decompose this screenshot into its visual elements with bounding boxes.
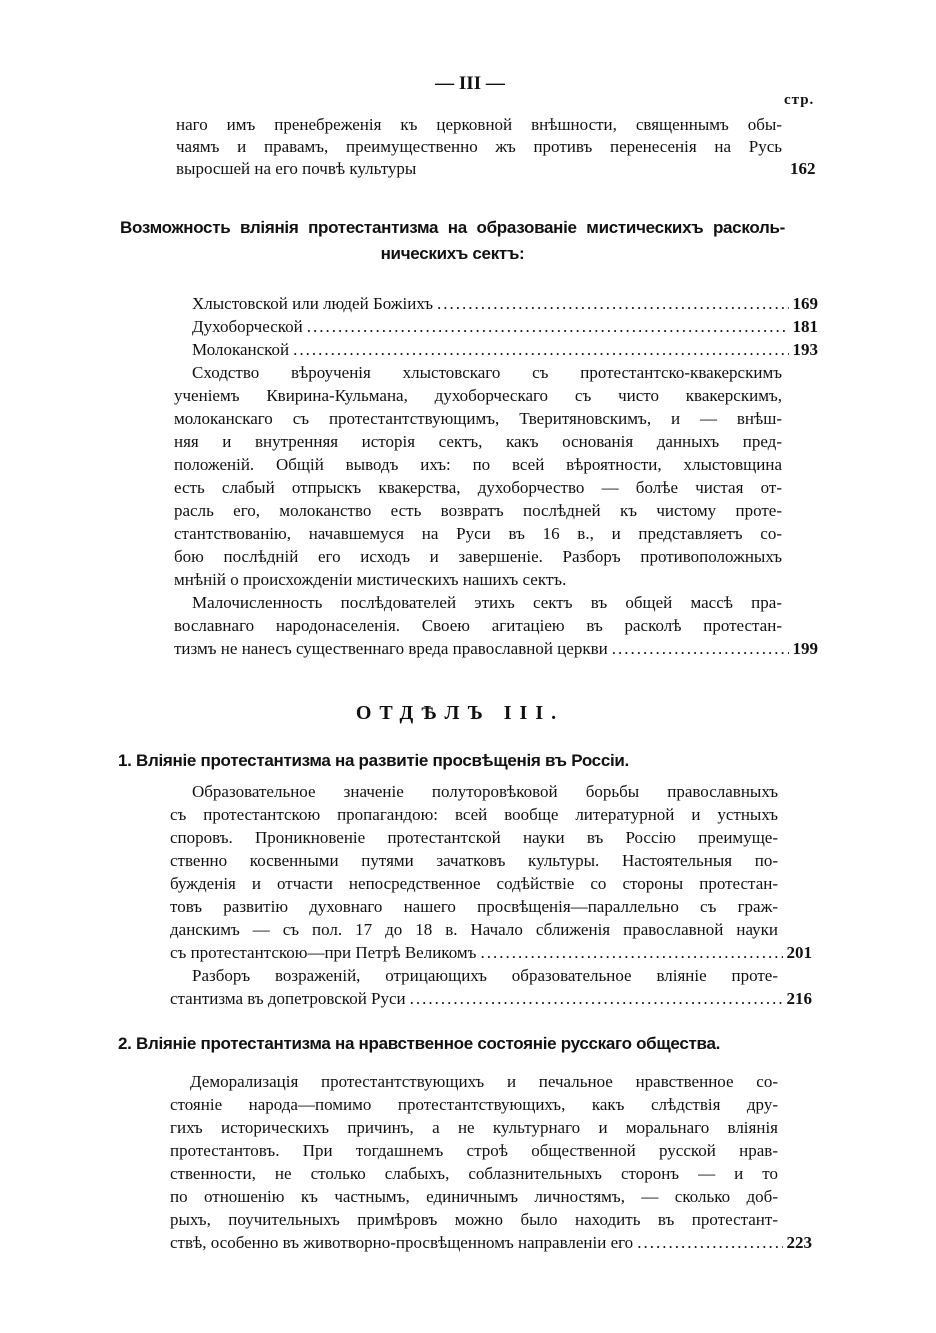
- paragraph-line: есть слабый отпрыскъ квакерства, духоборчество — болѣе чистая от-: [174, 478, 782, 497]
- toc-entry-label: ствѣ, особенно въ животворно-просвѣщенномъ направленіи его: [170, 1233, 634, 1252]
- paragraph-line: няя и внутренняя исторія сектъ, какъ основанія данныхъ пред-: [174, 432, 782, 451]
- toc-entry-page: 199: [792, 639, 818, 658]
- toc-entry-page: 216: [786, 989, 812, 1008]
- heading-education: 1. Вліяніе протестантизма на развитіе просвѣщенія въ Россіи.: [118, 751, 629, 770]
- toc-leader-dots: [437, 293, 789, 315]
- paragraph-line: споровъ. Проникновеніе протестантской науки въ Россію преимуще-: [170, 828, 778, 847]
- heading-mystic-sects-cont: ническихъ сектъ:: [380, 244, 525, 263]
- paragraph-line: Сходство вѣроученія хлыстовскаго съ протестантско-квакерскимъ: [192, 363, 782, 382]
- paragraph-line: Малочисленность послѣдователей этихъ сектъ въ общей массѣ пра-: [192, 593, 782, 612]
- toc-entry: [192, 339, 818, 361]
- heading-moral: 2. Вліяніе протестантизма на нравственное состояніе русскаго общества.: [118, 1034, 721, 1053]
- paragraph-line: Деморализація протестантствующихъ и печальное нравственное со-: [190, 1072, 778, 1091]
- paragraph-line: положеній. Общій выводъ ихъ: по всей вѣроятности, хлыстовщина: [174, 455, 782, 474]
- toc-leader-dots: [480, 942, 782, 964]
- paragraph-line: ученіемъ Квирина-Кульмана, духоборческаго съ чисто квакерскимъ,: [174, 386, 782, 405]
- paragraph-line: вославнаго народонаселенія. Своею агитаціею въ расколѣ протестан-: [174, 616, 782, 635]
- toc-entry-label: стантизма въ допетровской Руси: [170, 989, 406, 1008]
- toc-entry-page: 193: [792, 340, 818, 359]
- paragraph-line: по отношенію къ частнымъ, единичнымъ личностямъ, — сколько доб-: [170, 1187, 778, 1206]
- paragraph-line: протестантовъ. При тогдашнемъ строѣ общественной русской нрав-: [170, 1141, 778, 1160]
- paragraph-line: рыхъ, поучительныхъ примѣровъ можно было находить въ протестант-: [170, 1210, 778, 1229]
- toc-entry-page: 223: [786, 1233, 812, 1252]
- paragraph-line: Образовательное значеніе полуторовѣковой борьбы православныхъ: [192, 782, 778, 801]
- page-number-roman: — III —: [435, 73, 505, 94]
- toc-entry-page: 181: [792, 317, 818, 336]
- intro-line: выросшей на его почвѣ культуры: [176, 159, 417, 178]
- toc-entry: [170, 988, 812, 1010]
- toc-leader-dots: [637, 1232, 782, 1254]
- intro-line: чаямъ и правамъ, преимущественно жъ противъ перенесенія на Русь: [176, 137, 782, 156]
- toc-entry: [192, 316, 818, 338]
- intro-line: наго имъ пренебреженія къ церковной внѣшности, священнымъ обы-: [176, 115, 782, 134]
- paragraph-line: данскимъ — съ пол. 17 до 18 в. Начало сближенія православной науки: [170, 920, 778, 939]
- paragraph-line: мнѣній о происхожденіи мистическихъ нашихъ сектъ.: [174, 570, 567, 589]
- paragraph-line: гихъ историческихъ причинъ, а не культурнаго и моральнаго вліянія: [170, 1118, 778, 1137]
- paragraph-line: Разборъ возраженій, отрицающихъ образовательное вліяніе проте-: [192, 966, 778, 985]
- toc-entry-page: 169: [792, 294, 818, 313]
- paragraph-line: бою послѣдній его исходъ и завершеніе. Разборъ противоположныхъ: [174, 547, 782, 566]
- paragraph-line: стантствованію, начавшемуся на Руси въ 16 в., и представляетъ со-: [174, 524, 782, 543]
- toc-entry-label: Хлыстовской или людей Божіихъ: [192, 294, 433, 313]
- intro-page-number: 162: [790, 159, 816, 178]
- toc-entry: [170, 942, 812, 964]
- section-title: ОТДѢЛЪ III.: [355, 702, 565, 724]
- toc-entry-label: тизмъ не нанесъ существеннаго вреда православной церкви: [174, 639, 608, 658]
- toc-entry: [170, 1232, 812, 1254]
- paragraph-line: расль его, молоканство есть возвратъ послѣдней къ чистому проте-: [174, 501, 782, 520]
- page-column-label: стр.: [784, 92, 815, 108]
- paragraph-line: бужденія и отчасти непосредственное содѣйствіе со стороны протестан-: [170, 874, 778, 893]
- toc-leader-dots: [293, 339, 788, 361]
- toc-entry-label: съ протестантскою—при Петрѣ Великомъ: [170, 943, 477, 962]
- toc-leader-dots: [410, 988, 783, 1010]
- toc-entry-page: 201: [786, 943, 812, 962]
- paragraph-line: съ протестантскою пропагандою: всей вообще литературной и устныхъ: [170, 805, 778, 824]
- paragraph-line: ственно косвенными путями зачатковъ культуры. Настоятельныя по-: [170, 851, 778, 870]
- paragraph-line: молоканскаго съ протестантствующимъ, Тверитяновскимъ, и — внѣш-: [174, 409, 782, 428]
- toc-entry: [192, 293, 818, 315]
- paragraph-line: ственности, не столько слабыхъ, соблазнительныхъ сторонъ — и то: [170, 1164, 778, 1183]
- toc-entry: [174, 638, 818, 660]
- toc-leader-dots: [307, 316, 789, 338]
- paragraph-line: товъ развитію духовнаго нашего просвѣщенія—параллельно съ граж-: [170, 897, 778, 916]
- toc-leader-dots: [612, 638, 789, 660]
- paragraph-line: стояніе народа—помимо протестантствующихъ, какъ слѣдствія дру-: [170, 1095, 778, 1114]
- toc-entry-label: Духоборческой: [192, 317, 303, 336]
- heading-mystic-sects: Возможность вліянія протестантизма на образованіе мистическихъ расколь-: [120, 218, 785, 237]
- toc-entry-label: Молоканской: [192, 340, 290, 359]
